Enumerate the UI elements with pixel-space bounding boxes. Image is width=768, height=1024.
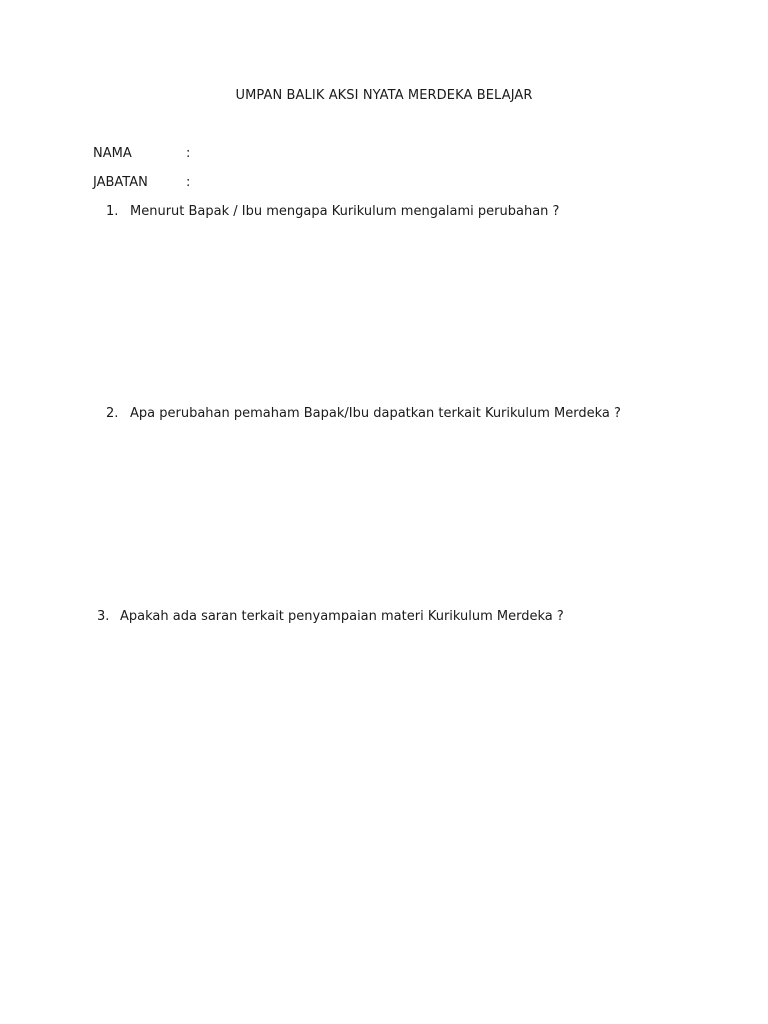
field-jabatan xyxy=(93,175,190,190)
field-label-nama: NAMA xyxy=(93,146,132,161)
question-number: 2. xyxy=(106,406,119,421)
field-separator-nama: : xyxy=(186,146,191,161)
document-title: UMPAN BALIK AKSI NYATA MERDEKA BELAJAR xyxy=(235,88,533,103)
question-text: Apa perubahan pemaham Bapak/Ibu dapatkan terkait Kurikulum Merdeka ? xyxy=(130,406,621,421)
field-label-jabatan: JABATAN xyxy=(93,175,148,190)
field-nama xyxy=(93,146,190,161)
question-3 xyxy=(97,609,564,624)
question-1 xyxy=(106,204,559,219)
question-text: Apakah ada saran terkait penyampaian materi Kurikulum Merdeka ? xyxy=(120,609,564,624)
question-text: Menurut Bapak / Ibu mengapa Kurikulum mengalami perubahan ? xyxy=(130,204,560,219)
question-2 xyxy=(106,406,621,421)
question-number: 1. xyxy=(106,204,119,219)
field-separator-jabatan: : xyxy=(186,175,191,190)
question-number: 3. xyxy=(97,609,110,624)
